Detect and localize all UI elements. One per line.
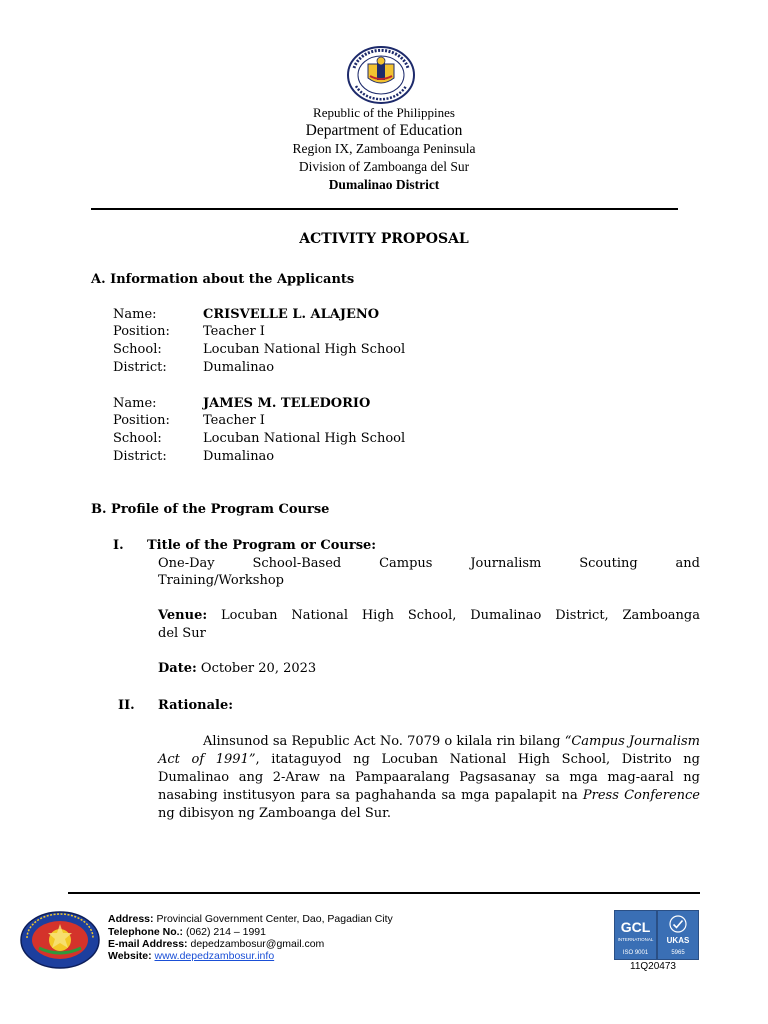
address-value: Provincial Government Center, Dao, Pagadian City: [156, 913, 393, 925]
gcl-subtext: INTERNATIONAL: [617, 937, 654, 942]
footer-address: [108, 913, 393, 925]
applicant-name: JAMES M. TELEDORIO: [203, 396, 371, 411]
part-2-heading: Rationale:: [158, 698, 234, 713]
ukas-text: UKAS: [666, 936, 690, 945]
address-label: Address:: [108, 913, 154, 925]
rationale-paragraph: [158, 733, 700, 823]
date-value: October 20, 2023: [200, 661, 317, 676]
applicant-name: CRISVELLE L. ALAJENO: [203, 307, 380, 322]
ukas-number: 5965: [671, 950, 685, 956]
name-label: Name:: [113, 396, 157, 411]
footer-email: [108, 938, 324, 950]
applicant-district: Dumalinao: [203, 449, 275, 464]
footer-website: [108, 950, 274, 962]
certificate-code: 11Q20473: [630, 961, 676, 972]
venue-label: Venue:: [158, 608, 208, 623]
applicant-position: Teacher I: [203, 324, 265, 339]
position-label: Position:: [113, 324, 170, 339]
website-link[interactable]: www.depedzambosur.info: [154, 950, 275, 962]
press-conference-term: Press Conference: [582, 788, 700, 803]
program-title-line-1: One-Day School-Based Campus Journalism Scouting and: [158, 556, 700, 571]
footer-divider: [68, 892, 700, 894]
gcl-certification-badge: [614, 910, 657, 960]
footer-telephone: [108, 926, 266, 938]
email-value: depedzambosur@gmail.com: [190, 938, 325, 950]
venue-line-1: [158, 607, 700, 625]
section-b-heading: B. Profile of the Program Course: [91, 502, 330, 517]
ukas-certification-badge: [657, 910, 699, 960]
venue-value: Locuban National High School, Dumalinao District, Zamboanga: [220, 608, 700, 623]
crown-check-icon: [669, 915, 687, 933]
iso-text: ISO 9001: [622, 950, 649, 956]
gcl-text: GCL: [620, 919, 651, 935]
part-1-numeral: I.: [113, 538, 124, 553]
header-divider: [91, 208, 678, 210]
rationale-text: ng dibisyon ng Zamboanga del Sur.: [158, 806, 392, 821]
applicant-school: Locuban National High School: [203, 342, 406, 357]
section-a-heading: A. Information about the Applicants: [91, 272, 355, 287]
date-label: Date:: [158, 661, 197, 676]
district-label: District:: [113, 360, 167, 375]
division-seal-logo: [19, 910, 101, 970]
applicant-school: Locuban National High School: [203, 431, 406, 446]
deped-seal-logo: [346, 46, 416, 104]
school-label: School:: [113, 342, 162, 357]
program-title-line-2: Training/Workshop: [158, 573, 284, 588]
district-label: District:: [113, 449, 167, 464]
rationale-text: , itataguyod ng Locuban National High School, Distrito ng Dumalinao ang 2-Araw na Pampaaralang Pagsasanay sa mga mag-aaral ng nasabing institusyon para sa paghahanda sa mga papalapit na: [158, 752, 700, 803]
region-line: Region IX, Zamboanga Peninsula: [292, 141, 476, 156]
act-title: “Campus Journalism Act of 1991”: [158, 734, 700, 767]
telephone-value: (062) 214 – 1991: [185, 926, 266, 938]
rationale-text: Alinsunod sa Republic Act No. 7079 o kilala rin bilang: [203, 734, 565, 749]
applicant-position: Teacher I: [203, 413, 265, 428]
school-label: School:: [113, 431, 162, 446]
division-line: Division of Zamboanga del Sur: [298, 159, 470, 174]
part-2-numeral: II.: [118, 698, 135, 713]
telephone-label: Telephone No.:: [108, 926, 184, 938]
position-label: Position:: [113, 413, 170, 428]
document-title: ACTIVITY PROPOSAL: [299, 231, 469, 247]
applicant-district: Dumalinao: [203, 360, 275, 375]
part-1-heading: Title of the Program or Course:: [147, 538, 377, 553]
district-line: Dumalinao District: [328, 177, 440, 192]
venue-line-2: del Sur: [158, 626, 206, 641]
name-label: Name:: [113, 307, 157, 322]
website-label: Website:: [108, 950, 152, 962]
republic-line: Republic of the Philippines: [313, 105, 455, 120]
email-label: E-mail Address:: [108, 938, 188, 950]
date-line: [158, 660, 316, 678]
department-line: Department of Education: [305, 122, 463, 139]
